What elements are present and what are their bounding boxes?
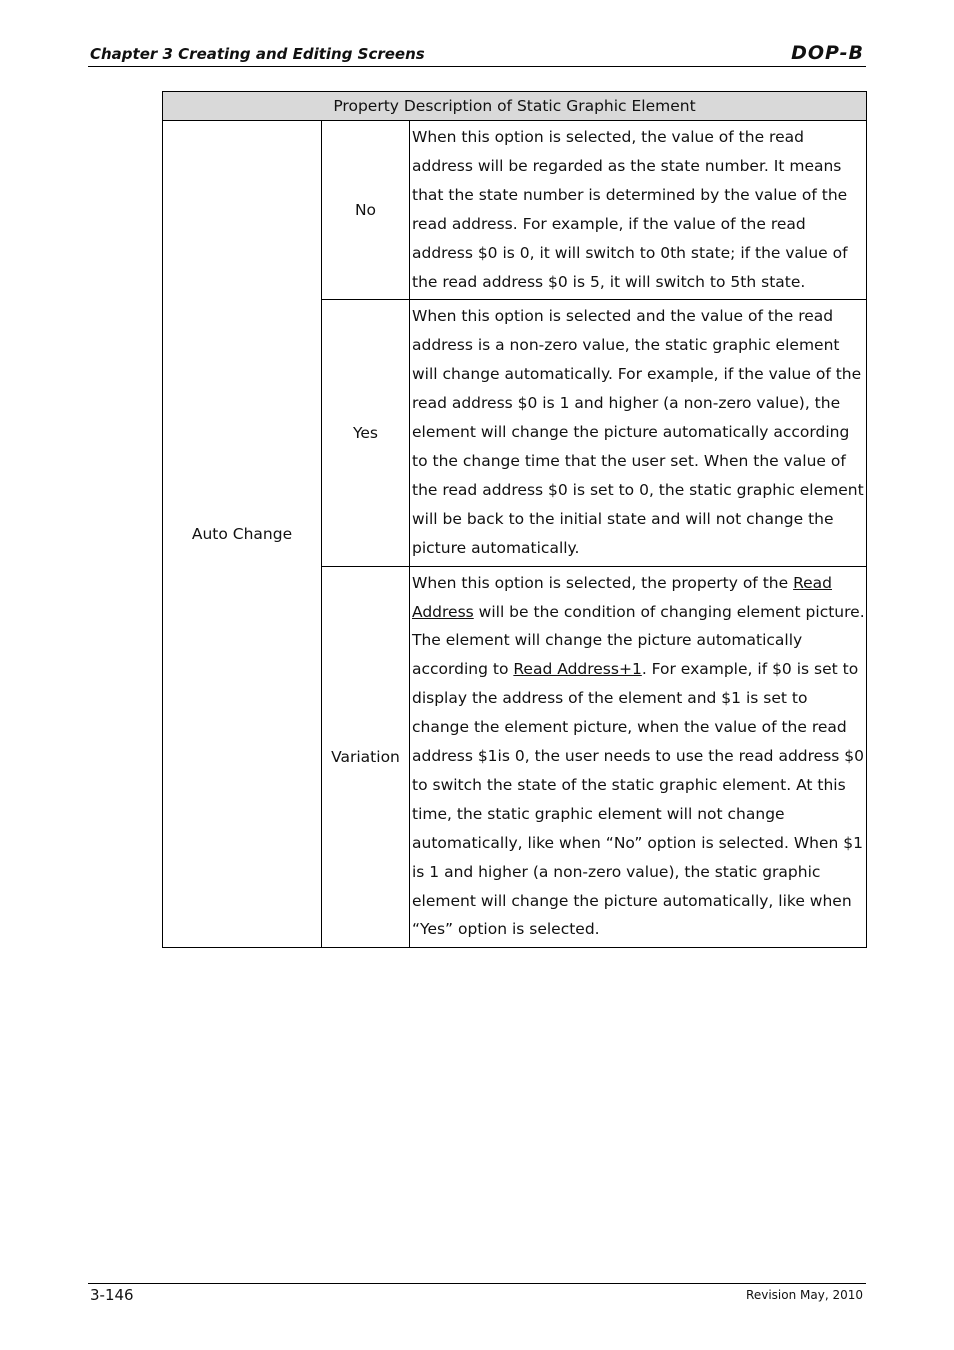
product-logo: DOP-B [791,42,864,64]
option-variation-description [410,566,867,948]
property-table [162,91,867,948]
option-yes-description: When this option is selected and the value of the read address is a non-zero value, the static graphic element will change automatically. For example, if the value of the read address $0 is 1 and higher (a non-zero value), the element will change the picture automatically according to the change time that the user set. When the value of the read address $0 is set to 0, the static graphic element will be back to the initial state and will not change the picture automatically. [410,300,867,566]
variation-text-part1: When this option is selected, the property of the [412,573,794,592]
property-name-cell: Auto Change [163,121,322,948]
table-heading-row [163,92,867,121]
revision-date: Revision May, 2010 [746,1288,863,1302]
read-address-link[interactable]: Read Address [412,573,833,621]
option-no-description: When this option is selected, the value of the read address will be regarded as the state number. It means that the state number is determined by the value of the read address. For example, if the value of the read address $0 is 0, it will switch to 0th state; if the value of the read address $0 is 5, it will switch to 5th state. [410,121,867,300]
option-variation-label: Variation [322,566,410,948]
variation-text-part3: . For example, if $0 is set to display the address of the element and $1 is set to change the element picture, when the value of the read address $1is 0, the user needs to use the read address $0 to switch the state of the static graphic element. At this time, the static graphic element will not change automatically, like when “No” option is selected. When $1 is 1 and higher (a non-zero value), the static graphic element will change the picture automatically, like when “Yes” option is selected. [412,660,864,939]
option-yes-label: Yes [322,300,410,566]
option-no-label: No [322,121,410,300]
read-address-plus-one-link[interactable]: Read Address+1 [513,660,642,679]
table-row [163,121,867,300]
footer-divider [88,1283,866,1284]
table-heading: Property Description of Static Graphic Element [163,92,867,121]
header-divider [88,66,866,67]
variation-text-part2: will be the condition of changing element picture. The element will change the picture automatically according to [412,602,865,679]
page-number: 3-146 [90,1286,134,1304]
chapter-title: Chapter 3 Creating and Editing Screens [90,45,425,63]
